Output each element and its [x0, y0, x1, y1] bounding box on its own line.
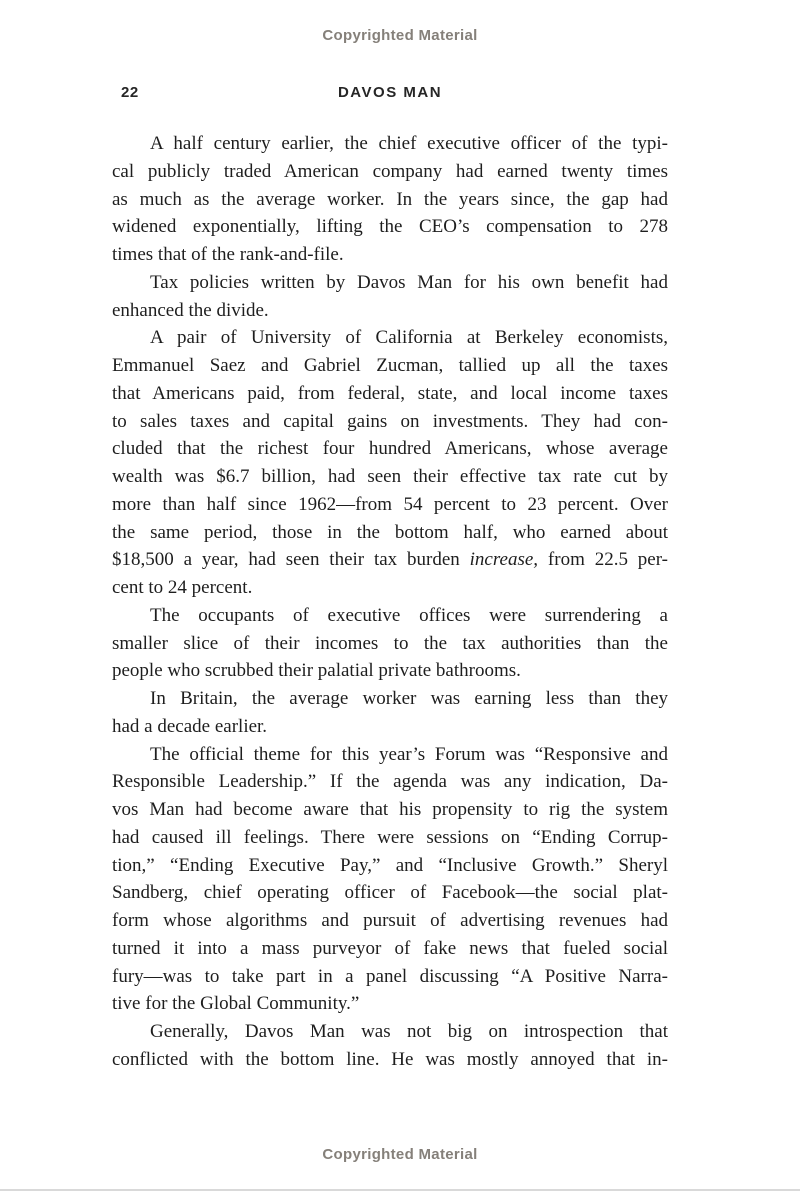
- page-header: [112, 84, 668, 104]
- text-line: conflicted with the bottom line. He was mostly annoyed that in-: [112, 1048, 668, 1070]
- text-line: more than half since 1962—from 54 percent to 23 percent. Over: [112, 493, 668, 515]
- text-line: as much as the average worker. In the years since, the gap had: [112, 188, 668, 210]
- text-line: The occupants of executive offices were surrendering a: [150, 604, 668, 626]
- text-line: A pair of University of California at Berkeley economists,: [150, 327, 668, 349]
- page-number: 22: [121, 84, 139, 101]
- text-line: Sandberg, chief operating officer of Facebook—the social plat-: [112, 882, 668, 904]
- paragraph: [112, 602, 668, 685]
- page-body: [112, 130, 668, 1074]
- text-line: Tax policies written by Davos Man for his own benefit had: [150, 271, 668, 293]
- running-title: DAVOS MAN: [337, 84, 443, 101]
- paragraph: [112, 324, 668, 602]
- text-line: vos Man had become aware that his propensity to rig the system: [112, 799, 668, 820]
- text-line: fury—was to take part in a panel discussing “A Positive Narra-: [112, 965, 668, 987]
- text-line: wealth was $6.7 billion, had seen their effective tax rate cut by: [112, 466, 668, 487]
- text-line: smaller slice of their incomes to the tax authorities than the: [112, 632, 668, 654]
- text-line: to sales taxes and capital gains on investments. They had con-: [112, 410, 668, 432]
- text-line: turned it into a mass purveyor of fake news that fueled social: [112, 937, 668, 959]
- text-line: cent to 24 percent.: [112, 577, 253, 598]
- text-line: people who scrubbed their palatial private bathrooms.: [112, 660, 521, 682]
- text-line: cal publicly traded American company had earned twenty times: [112, 160, 668, 182]
- paragraph: [112, 269, 668, 325]
- paragraph: [112, 741, 668, 1019]
- text-line: widened exponentially, lifting the CEO’s compensation to 278: [112, 216, 668, 238]
- text-line: the same period, those in the bottom half, who earned about: [112, 521, 668, 543]
- copyright-notice-bottom: Copyrighted Material: [322, 1146, 478, 1163]
- text-line: tion,” “Ending Executive Pay,” and “Inclusive Growth.” Sheryl: [112, 854, 668, 876]
- text-line: tive for the Global Community.”: [112, 993, 360, 1015]
- text-line: times that of the rank-and-file.: [112, 244, 344, 265]
- paragraph: [112, 685, 668, 741]
- text-block: [112, 130, 668, 1074]
- text-line: had a decade earlier.: [112, 715, 268, 737]
- copyright-notice-top: Copyrighted Material: [322, 27, 478, 44]
- text-line: A half century earlier, the chief executive officer of the typi-: [150, 133, 668, 154]
- paragraph: [112, 130, 668, 269]
- text-line: Generally, Davos Man was not big on introspection that: [150, 1021, 668, 1042]
- text-line: The official theme for this year’s Forum was “Responsive and: [150, 743, 668, 765]
- text-line: cluded that the richest four hundred Americans, whose average: [112, 438, 668, 460]
- text-line: enhanced the divide.: [112, 299, 269, 321]
- text-line: form whose algorithms and pursuit of advertising revenues had: [112, 910, 668, 931]
- text-line: In Britain, the average worker was earning less than they: [150, 688, 668, 709]
- paragraph: [112, 1018, 668, 1074]
- text-line: Emmanuel Saez and Gabriel Zucman, tallied up all the taxes: [112, 355, 668, 376]
- text-line: Responsible Leadership.” If the agenda was any indication, Da-: [112, 771, 668, 793]
- text-line: had caused ill feelings. There were sessions on “Ending Corrup-: [112, 826, 668, 848]
- text-line: that Americans paid, from federal, state, and local income taxes: [112, 382, 668, 404]
- text-line: $18,500 a year, had seen their tax burden increase, from 22.5 per-: [112, 549, 668, 571]
